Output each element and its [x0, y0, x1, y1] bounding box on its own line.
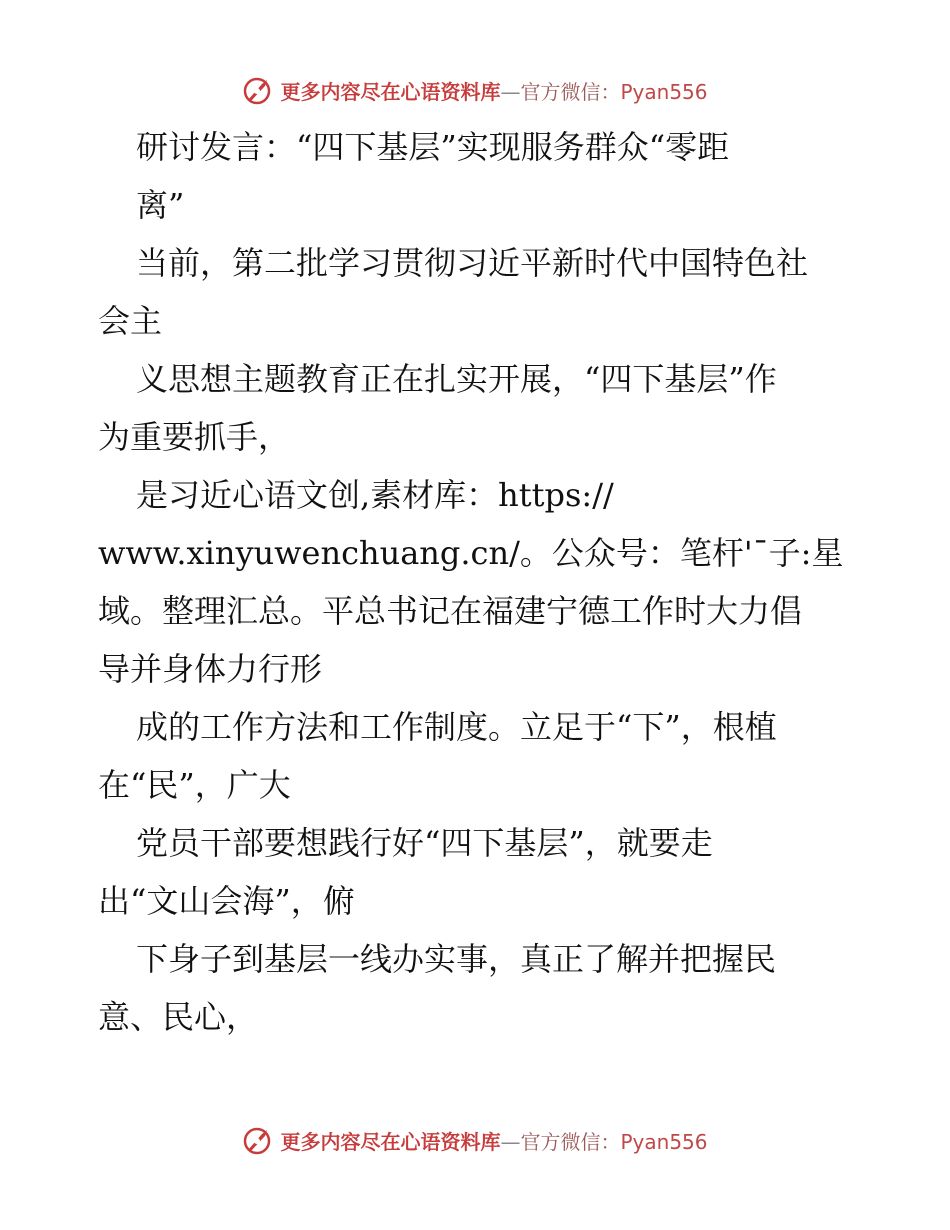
- text-line-4: 会主: [98, 302, 163, 340]
- text-line-14: 出“文山会海”，俯: [98, 882, 355, 920]
- banner-text: [280, 76, 707, 105]
- text-line-3: 当前，第二批学习贯彻习近平新时代中国特色社: [136, 244, 809, 282]
- text-line-13: 党员干部要想践行好“四下基层”，就要走: [136, 824, 713, 862]
- banner-dash: —: [500, 1129, 521, 1154]
- text-line-7: 是习近心语文创,素材库：https://: [136, 476, 614, 514]
- banner-suffix: 官方微信：: [520, 1129, 621, 1154]
- text-line-15: 下身子到基层一线办实事，真正了解并把握民: [136, 940, 777, 978]
- header-banner: [0, 70, 950, 110]
- text-line-2: 离”: [136, 186, 185, 224]
- pen-logo-icon: [242, 1124, 274, 1156]
- text-line-9: 域。整理汇总。平总书记在福建宁德工作时大力倡: [98, 592, 803, 630]
- banner-dash: —: [500, 79, 521, 104]
- text-line-10: 导并身体力行形: [98, 650, 323, 688]
- banner-suffix: 官方微信：: [520, 79, 621, 104]
- pen-logo-icon: [242, 74, 274, 106]
- text-line-1: 研讨发言：“四下基层”实现服务群众“零距: [136, 128, 730, 166]
- banner-text: [280, 1126, 707, 1155]
- text-line-16: 意、民心，: [98, 998, 259, 1036]
- text-line-5: 义思想主题教育正在扎实开展，“四下基层”作: [136, 360, 777, 398]
- text-line-6: 为重要抓手，: [98, 418, 291, 456]
- banner-prefix: 更多内容尽在心语资料库: [280, 79, 501, 104]
- banner-prefix: 更多内容尽在心语资料库: [280, 1129, 501, 1154]
- banner-handle: Pyan556: [620, 1129, 708, 1154]
- footer-banner: [0, 1120, 950, 1160]
- text-line-8: www.xinyuwenchuang.cn/。公众号：笔杆'¯子:星: [98, 534, 844, 572]
- text-line-12: 在“民”，广大: [98, 766, 291, 804]
- text-line-11: 成的工作方法和工作制度。立足于“下”，根植: [136, 708, 777, 746]
- banner-handle: Pyan556: [620, 79, 708, 104]
